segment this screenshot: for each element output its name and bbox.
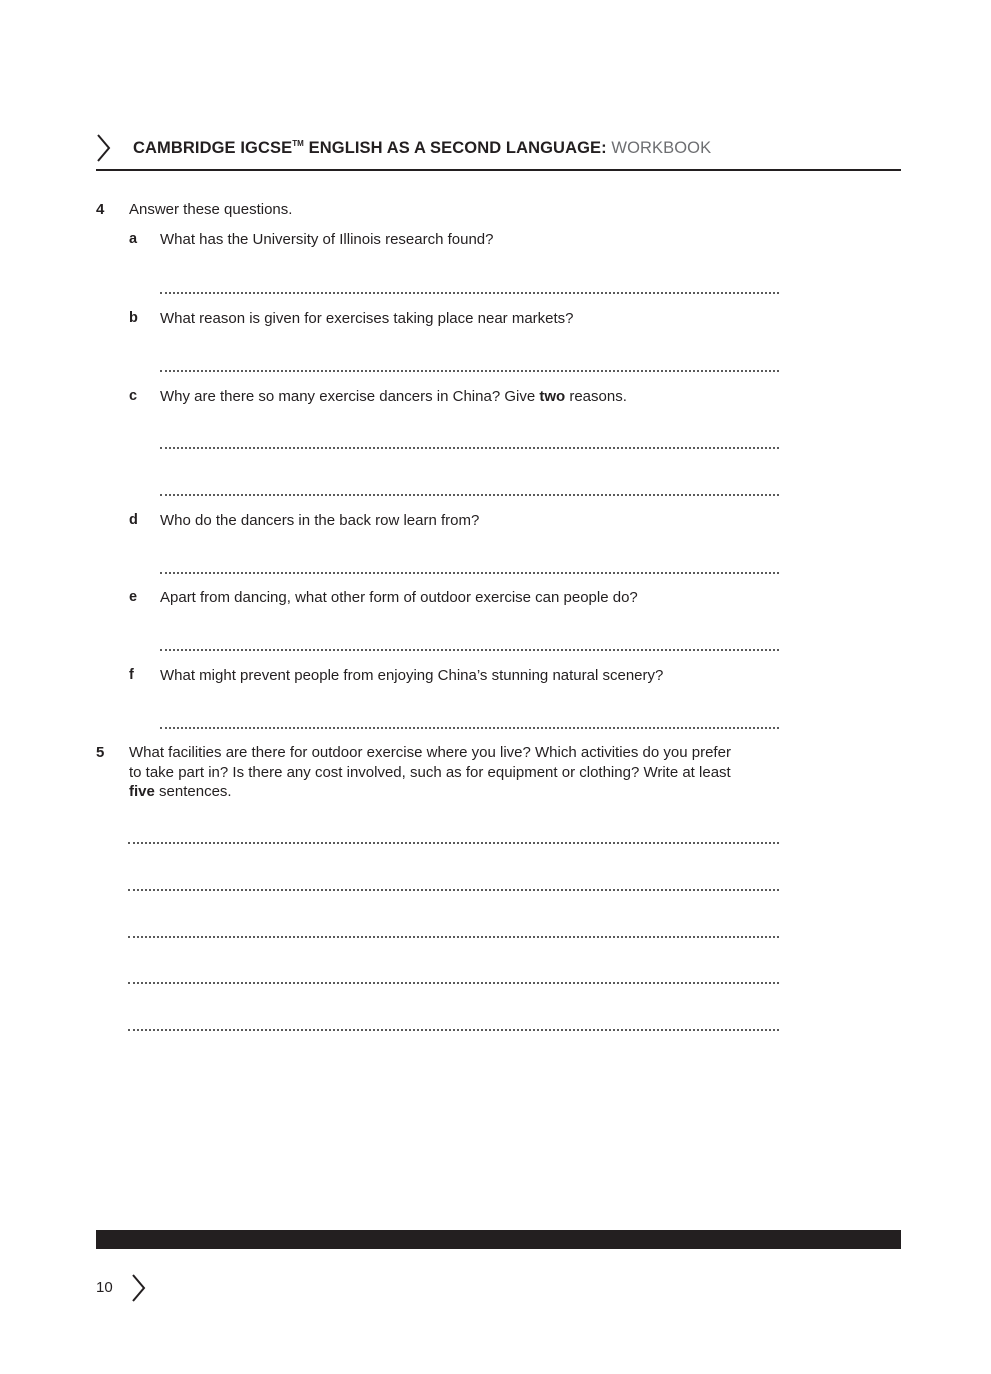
answer-line-5-4[interactable]	[128, 982, 779, 984]
item-d-letter: d	[129, 512, 138, 528]
question-5-emphasis: five	[129, 783, 155, 800]
item-c-letter: c	[129, 388, 138, 404]
page-number: 10	[96, 1279, 113, 1296]
question-5-line-3-rest: sentences.	[154, 783, 232, 800]
answer-line-b[interactable]	[160, 370, 779, 372]
item-c-emphasis: two	[539, 388, 566, 405]
answer-line-5-1[interactable]	[128, 842, 779, 844]
question-5-line-2: to take part in? Is there any cost involved, such as for equipment or clothing? Write at least	[129, 764, 731, 781]
answer-line-e[interactable]	[160, 649, 779, 651]
trademark-mark: TM	[292, 139, 304, 148]
chevron-right-icon	[93, 132, 115, 164]
question-5-line-1: What facilities are there for outdoor exercise where you live? Which activities do you prefer	[129, 744, 731, 761]
header-title-main: CAMBRIDGE IGCSE	[133, 139, 293, 157]
item-a-question: What has the University of Illinois research found?	[160, 231, 494, 248]
answer-line-f[interactable]	[160, 727, 779, 729]
header-title-rest: ENGLISH AS A SECOND LANGUAGE:	[303, 139, 612, 157]
question-5-line-3	[129, 782, 232, 802]
chevron-right-icon	[128, 1272, 150, 1304]
answer-line-5-5[interactable]	[128, 1029, 779, 1031]
answer-line-d[interactable]	[160, 572, 779, 574]
answer-line-5-3[interactable]	[128, 936, 779, 938]
item-d-question: Who do the dancers in the back row learn from?	[160, 512, 480, 529]
item-f-letter: f	[129, 667, 134, 683]
question-4-instruction: Answer these questions.	[129, 201, 293, 218]
answer-line-c-2[interactable]	[160, 494, 779, 496]
item-c-question	[160, 387, 627, 407]
item-b-question: What reason is given for exercises taking place near markets?	[160, 310, 574, 327]
question-5-number: 5	[96, 744, 105, 761]
running-header	[133, 139, 711, 158]
item-a-letter: a	[129, 231, 138, 247]
header-rule	[96, 169, 901, 171]
item-f-question: What might prevent people from enjoying China’s stunning natural scenery?	[160, 667, 664, 684]
header-title-sub: WORKBOOK	[611, 139, 712, 157]
answer-line-5-2[interactable]	[128, 889, 779, 891]
footer-bar	[96, 1230, 901, 1249]
item-b-letter: b	[129, 310, 138, 326]
item-c-text-before: Why are there so many exercise dancers in China? Give	[160, 388, 540, 405]
answer-line-c-1[interactable]	[160, 447, 779, 449]
item-c-text-after: reasons.	[565, 388, 627, 405]
item-e-question: Apart from dancing, what other form of outdoor exercise can people do?	[160, 589, 638, 606]
answer-line-a[interactable]	[160, 292, 779, 294]
question-4-number: 4	[96, 201, 105, 218]
item-e-letter: e	[129, 589, 138, 605]
